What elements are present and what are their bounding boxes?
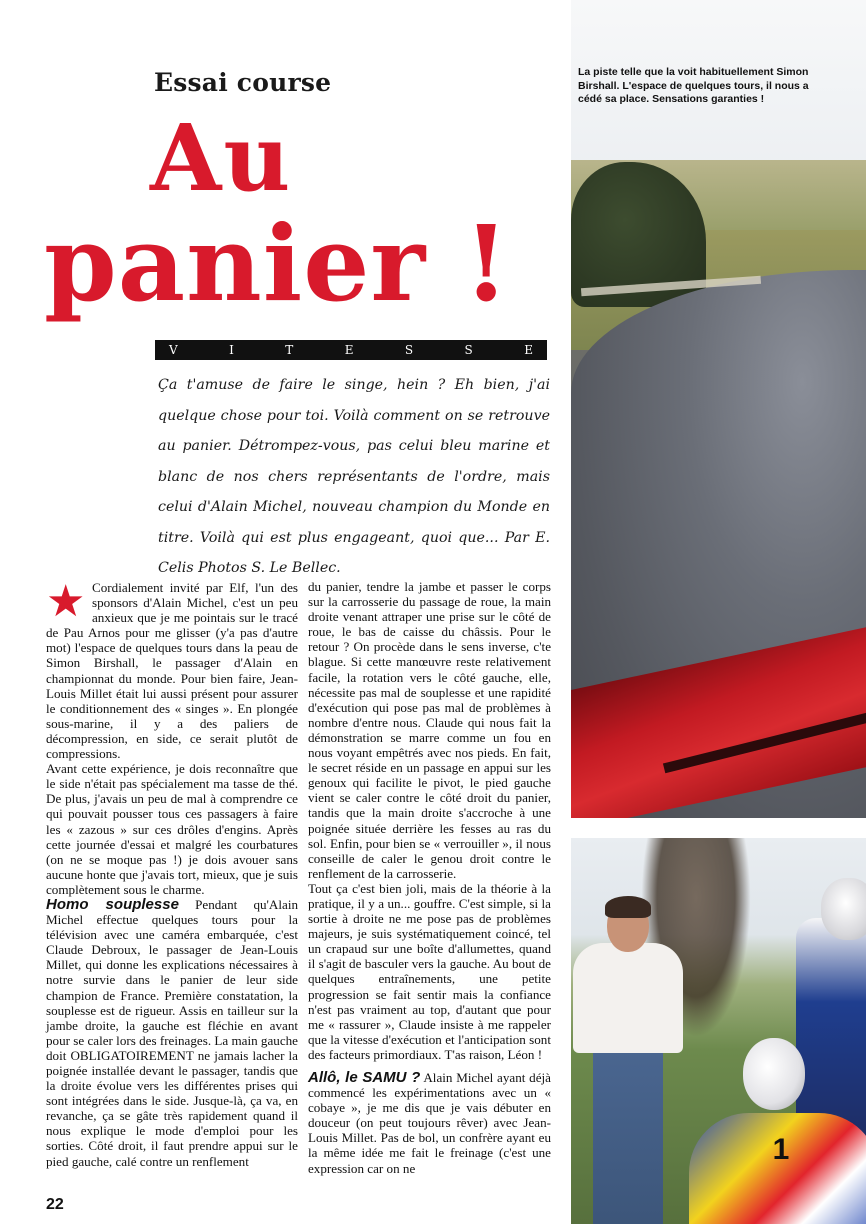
- rubric-letter: S: [404, 343, 414, 357]
- paragraph: Cordialement invité par Elf, l'un des sponsors d'Alain Michel, c'est un peu anxieux que je me pointais sur le tracé de Pau Arnos pour me glisser (y'a pas d'autre mot) l'espace de quelques tours dans la peau de Simon Birshall, le passager d'Alain en championnat du monde. Pour bien faire, Jean-Louis Millet était lui aussi présent pour assurer le conditionnement des « singes ». En plongée sous-marine, il y a des paliers de décompression, en side, ce serait plutôt de compressions.: [46, 580, 298, 762]
- rubric-letter: I: [229, 343, 234, 357]
- kicker: Essai course: [154, 68, 332, 97]
- body-column-2: [308, 579, 551, 1176]
- paragraph: du panier, tendre la jambe et passer le corps sur la carrosserie du passage de roue, la main droite venant attraper une prise sur le côté de roue, le bas de caisse du châssis. Pour le retour ? On procède dans le sens inverse, c'te blague. Si cette manœuvre reste relativement facile, la rotation vers le côté gauche, elle, nécessite pas mal de souplesse et une rapidité d'exécution qui pose pas mal de problèmes à nombre d'entre nous. Claude qui nous fait la démonstration se marre comme un fou en nous voyant empêtrés avec nos pieds. En fait, le secret réside en un passage en appui sur les genoux qui facilite le pivot, le pied gauche vient se caler contre le côté droit du panier, tandis que la main droite s'accroche à une poignée située derrière les fesses au ras du sol. Enfin, pour bien se « verrouiller », il nous conseille de caler le genou droit contre le renflement de la carrosserie.: [308, 579, 551, 881]
- rubric-letter: E: [344, 343, 354, 357]
- rubric-letter: T: [285, 343, 294, 357]
- page-title-line2: panier !: [44, 202, 511, 325]
- subheading: Homo souplesse: [46, 895, 179, 913]
- paragraph: Avant cette expérience, je dois reconnaître que le side n'était pas spécialement ma tasse de thé. De plus, j'avais un peu de mal à comprendre ce qui pouvait pousser tous ces passagers à faire les « zazous » sur ces drôles d'engins. Après cette journée d'essai et malgré les courbatures (on ne se moque pas !) je dois avouer sans aucune honte que j'avais tort, mieux, que je suis complètement sous le charme.: [46, 761, 298, 897]
- sidecar-number: 1: [772, 1133, 790, 1166]
- star-icon: ★: [46, 576, 86, 627]
- rubric-letter: S: [464, 343, 473, 357]
- intro-paragraph: Ça t'amuse de faire le singe, hein ? Eh bien, j'ai quelque chose pour toi. Voilà comment on se retrouve au panier. Détrompez-vous, pas celui bleu marine et blanc de nos chers représentants de l'ordre, mais celui d'Alain Michel, nouveau champion du Monde en titre. Voilà qui est plus engageant, quoi que... Par E. Celis Photos S. Le Bellec.: [158, 377, 550, 576]
- paragraph: Tout ça c'est bien joli, mais de la théorie à la pratique, il y a un... gouffre. C'est simple, si la sortie à droite ne me pose pas de problèmes majeurs, je suis systématiquement coincé, tel un crapaud sur une boîte d'allumettes, quand il s'agit de basculer vers la gauche. Au bout de quelques entraînements, une petite progression se fait sentir mais la confiance n'est pas vraiment au top, d'autant que pour me « rassurer », Claude insiste à me rappeler que la vitesse d'exécution et l'anticipation sont des facteurs primordiaux. T'as raison, Léon !: [308, 880, 551, 1062]
- track-photo: [571, 0, 866, 818]
- body-column-1: [46, 576, 299, 1169]
- subheading: Allô, le SAMU ?: [308, 1069, 421, 1086]
- paragraph: [308, 1070, 551, 1176]
- rubric-bar: [155, 340, 547, 360]
- paragraph-text: Pendant qu'Alain Michel effectue quelques tours pour la télévision avec une caméra embarquée, c'est Claude Debroux, le passager de Jean-Louis Millet, qui donne les explications nécessaires à notre survie dans le panier de leur side champion de France. Première constatation, la souplesse est de rigueur. Assis en tailleur sur la jambe droite, la gauche est fléchie en avant pour se caler lors des freinages. La main gauche doit OBLIGATOIREMENT ne jamais lacher la poignée installée devant le passager, tandis que la droite évolue vers les différentes prises qui sont intégrées dans le side. Jusque-là, ça va, en revanche, ça se gâte très rapidement quand il nous explique le mode d'emploi pour les sorties. Côté droit, il faut prendre appui sur le pied gauche, calé contre un renflement: [46, 896, 299, 1169]
- rubric-letter: E: [524, 343, 533, 357]
- paddock-photo: [571, 838, 866, 1224]
- paragraph-text: Alain Michel ayant déjà commencé les expérimentations avec un « cobaye », je me dis que je vais débuter en douceur (on peut toujours rêver) avec Jean-Louis Millet. Pas de bol, un confrère ayant eu la même idée me fait le freinage (c'est une expression car on ne: [308, 1070, 551, 1176]
- rubric-letter: V: [169, 343, 178, 357]
- page-title-line1: Au: [150, 104, 293, 212]
- page-number: 22: [46, 1196, 64, 1213]
- photo-caption: La piste telle que la voit habituellement Simon Birshall. L'espace de quelques tours, il nous a cédé sa place. Sensations garanties !: [578, 66, 809, 105]
- paragraph: [46, 897, 298, 1169]
